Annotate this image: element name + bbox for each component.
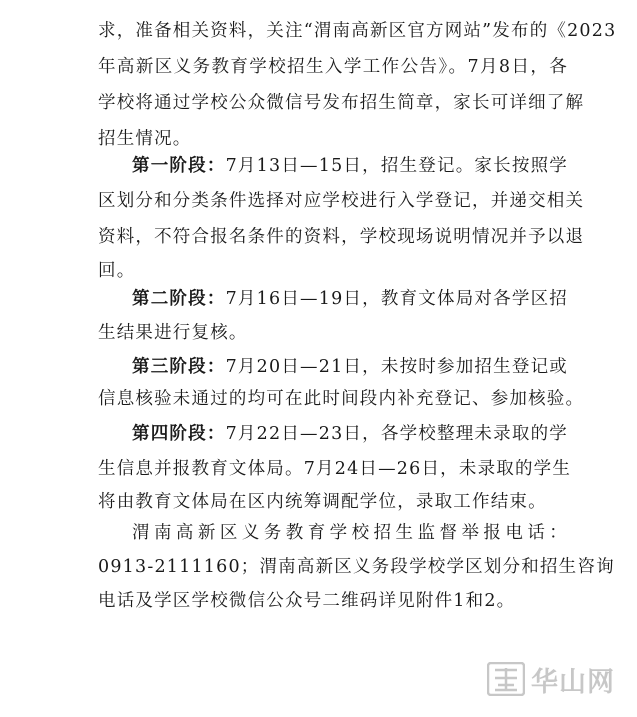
text-line: 生结果进行复核。 <box>98 323 248 343</box>
text-line: 区划分和分类条件选择对应学校进行入学登记，并递交相关 <box>98 191 585 211</box>
watermark <box>487 659 615 699</box>
stage-line <box>132 423 568 445</box>
text-line: 年高新区义务教育学校招生入学工作公告》。7月8日，各 <box>98 57 568 77</box>
text-line: 渭南高新区义务教育学校招生监督举报电话： <box>132 523 568 543</box>
stage-label: 第二阶段： <box>132 289 226 309</box>
stage-text: 7月13日—15日，招生登记。家长按照学 <box>225 156 568 176</box>
text-line: 电话及学区学校微信公众号二维码详见附件1和2。 <box>98 591 516 611</box>
stage-text: 7月22日—23日，各学校整理未录取的学 <box>225 424 568 444</box>
stage-line <box>132 288 568 310</box>
stage-label: 第四阶段： <box>132 424 226 444</box>
stage-label: 第三阶段： <box>132 357 226 377</box>
text-line: 求，准备相关资料，关注“渭南高新区官方网站”发布的《2023 <box>98 21 617 41</box>
text-line: 信息核验未通过的均可在此时间段内补充登记、参加核验。 <box>98 389 585 409</box>
text-line: 回。 <box>98 261 136 281</box>
text-line: 学校将通过学校公众微信号发布招生简章，家长可详细了解 <box>98 93 585 113</box>
stage-text: 7月20日—21日，未按时参加招生登记或 <box>225 357 568 377</box>
watermark-text: 华山网 <box>531 666 615 698</box>
stage-text: 7月16日—19日，教育文体局对各学区招 <box>225 289 568 309</box>
watermark-logo-icon <box>487 662 525 696</box>
text-line: 0913-2111160；渭南高新区义务段学校学区划分和招生咨询 <box>98 557 615 577</box>
text-line: 资料，不符合报名条件的资料，学校现场说明情况并予以退 <box>98 227 585 247</box>
text-line: 将由教育文体局在区内统筹调配学位，录取工作结束。 <box>98 492 547 512</box>
text-line: 生信息并报教育文体局。7月24日—26日，未录取的学生 <box>98 459 572 479</box>
stage-line <box>132 155 568 177</box>
stage-line <box>132 356 568 378</box>
text-line: 招生情况。 <box>98 129 192 149</box>
stage-label: 第一阶段： <box>132 156 226 176</box>
